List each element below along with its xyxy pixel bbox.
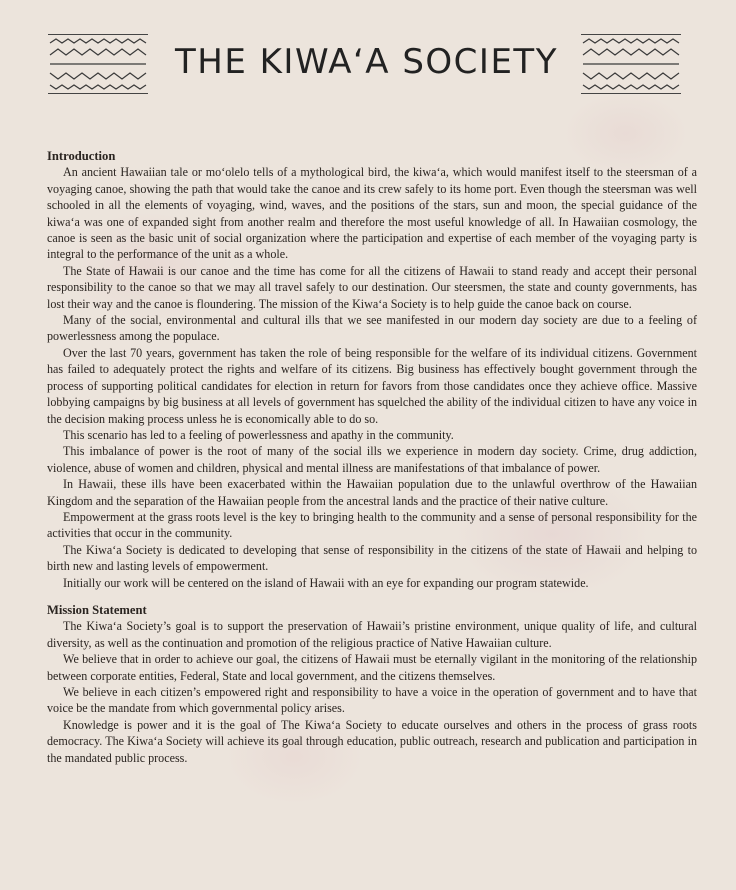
document-body bbox=[47, 148, 697, 766]
mission-statement-heading: Mission Statement bbox=[47, 602, 147, 617]
intro-paragraph: This scenario has led to a feeling of powerlessness and apathy in the community. bbox=[63, 427, 454, 442]
intro-paragraph: This imbalance of power is the root of many of the social ills we experience in modern day society. Crime, drug addiction, violence, abuse of women and children, physical and mental illness are manifestations of that imbalance of power. bbox=[47, 444, 697, 475]
mission-paragraph: We believe that in order to achieve our goal, the citizens of Hawaii must be eternally vigilant in the monitoring of the relationship between corporate entities, Federal, State and local government, and the citizens themselves. bbox=[47, 652, 697, 683]
right-tapa-pattern-icon bbox=[581, 34, 681, 94]
intro-paragraph: The Kiwa‘a Society is dedicated to developing that sense of responsibility in the citizens of the state of Hawaii and helping to birth new and lasting levels of empowerment. bbox=[47, 542, 697, 574]
intro-paragraph: Empowerment at the grass roots level is the key to bringing health to the community and a sense of personal responsibility for the activities that occur in the community. bbox=[47, 509, 697, 541]
left-tapa-pattern-icon bbox=[48, 34, 148, 94]
intro-paragraph: In Hawaii, these ills have been exacerbated within the Hawaiian population due to the unlawful overthrow of the Hawaiian Kingdom and the separation of the Hawaiian people from the ancestral lands and the practice of their native culture. bbox=[47, 477, 697, 508]
mission-paragraph: Knowledge is power and it is the goal of The Kiwa‘a Society to educate ourselves and others in the process of grass roots democracy. The Kiwa‘a Society will achieve its goal through education, public outreach, research and publication and participation in the mandated public process. bbox=[47, 717, 697, 765]
intro-paragraph: Initially our work will be centered on the island of Hawaii with an eye for expanding our program statewide. bbox=[63, 575, 589, 590]
intro-paragraph: The State of Hawaii is our canoe and the time has come for all the citizens of Hawaii to stand ready and accept their personal responsibility to the canoe so that we may all travel safely to our destination. Our steersmen, the state and county governments, has lost their way and the canoe is floundering. The mission of the Kiwa‘a Society is to help guide the canoe back on course. bbox=[47, 263, 697, 311]
intro-paragraph: Over the last 70 years, government has taken the role of being responsible for the welfare of its individual citizens. Government has failed to adequately protect the rights and welfare of its citizens. Big business has effectively bought government through the process of supporting political candidates for election in return for favors from those candidates once they achieve office. Massive lobbying campaigns by big business at all levels of government has squelched the ability of the individual citizen to have any voice in the decision making process unless he is economically able to do so. bbox=[47, 345, 697, 426]
page-header bbox=[0, 24, 736, 104]
intro-paragraph: An ancient Hawaiian tale or mo‘olelo tells of a mythological bird, the kiwa‘a, which would manifest itself to the steersman of a voyaging canoe, showing the path that would take the canoe and its crew safely to its home port. Even though the steersman was well schooled in all the elements of voyaging, wind, waves, and the positions of the stars, sun and moon, the special guidance of the kiwa‘a was one of expanded sight from another realm and therefore the most useful knowledge of all. In Hawaiian cosmology, the canoe is seen as the basic unit of social organization where the participation and expertise of each member of the voyaging party is integral to the performance of the unit as a whole. bbox=[47, 165, 697, 262]
page-title: THE KIWA‘A SOCIETY bbox=[175, 42, 558, 82]
intro-paragraph: Many of the social, environmental and cultural ills that we see manifested in our modern day society are due to a feeling of powerlessness among the populace. bbox=[47, 313, 697, 344]
mission-paragraph: The Kiwa‘a Society’s goal is to support the preservation of Hawaii’s pristine environment, unique quality of life, and cultural diversity, as well as the continuation and promotion of the religious practice of Native Hawaiian culture. bbox=[47, 619, 697, 650]
introduction-heading: Introduction bbox=[47, 149, 116, 163]
mission-paragraph: We believe in each citizen’s empowered right and responsibility to have a voice in the operation of government and to have that voice be the mandate from which governmental policy arises. bbox=[47, 685, 697, 716]
